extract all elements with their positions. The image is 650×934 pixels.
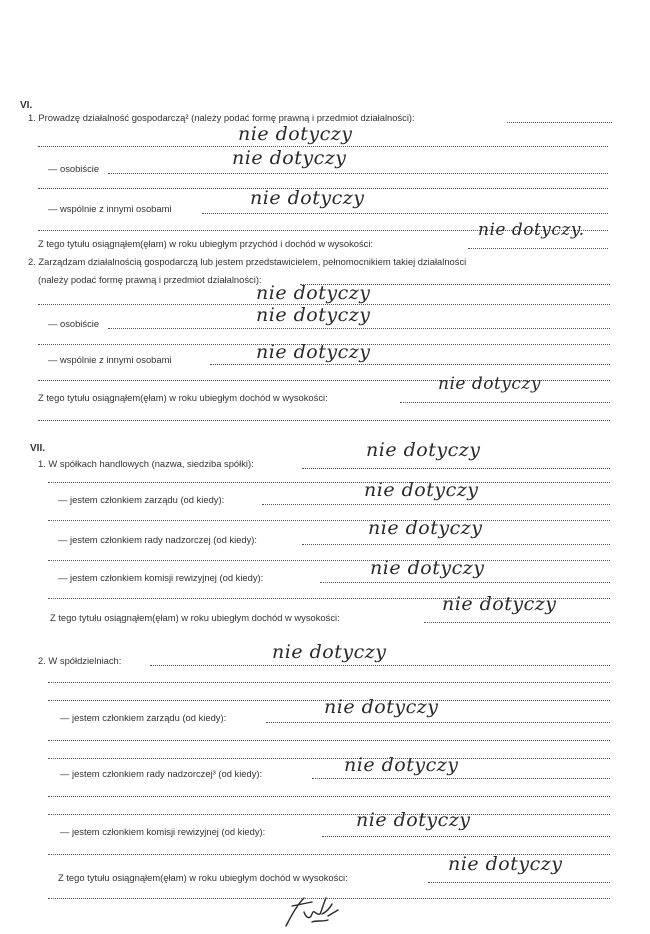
vii-q2-income-answer: nie dotyczy [448, 853, 563, 875]
vii-q1-income-answer: nie dotyczy [442, 593, 557, 615]
vi-q2-label-line1: 2. Zarządzam działalnością gospodarczą lub jestem przedstawicielem, pełnomocnikiem takiej działalności [28, 256, 467, 267]
dotted-line [48, 796, 610, 797]
vi-q2-answer-b: nie dotyczy [256, 304, 371, 326]
dotted-line [400, 402, 610, 403]
dotted-line [507, 122, 612, 123]
dotted-line [38, 420, 610, 421]
dotted-line [150, 665, 610, 666]
dotted-line [210, 364, 610, 365]
vi-q2-jointly-answer: nie dotyczy [256, 341, 371, 363]
vii-q2-audit-answer: nie dotyczy [356, 809, 471, 831]
vi-q2-label-line2: (należy podać formę prawną i przedmiot działalności): [38, 274, 262, 285]
vi-q2-jointly-label: — wspólnie z innymi osobami [48, 354, 172, 365]
dotted-line [424, 622, 610, 623]
dotted-line [202, 213, 608, 214]
vi-q1-label: 1. Prowadzę działalność gospodarczą² (należy podać formę prawną i przedmiot działalności): [28, 112, 415, 123]
signature-initials [282, 892, 344, 930]
vi-q1-income-answer: nie dotyczy. [478, 220, 585, 240]
dotted-line [108, 328, 610, 329]
vii-q1-board-label: — jestem członkiem zarządu (od kiedy): [58, 494, 225, 505]
dotted-line [468, 248, 608, 249]
dotted-line [266, 722, 610, 723]
vi-q1-personally-label: — osobiście [48, 163, 100, 174]
vi-q1-jointly-answer: nie dotyczy [250, 187, 365, 209]
vii-q2-audit-label: — jestem członkiem komisji rewizyjnej (od kiedy): [60, 826, 266, 837]
dotted-line [262, 504, 610, 505]
vii-q2-supervisory-answer: nie dotyczy [344, 754, 459, 776]
vii-q1-income-label: Z tego tytułu osiągnąłem(ęłam) w roku ubiegłym dochód w wysokości: [50, 612, 340, 623]
vi-q2-answer-a: nie dotyczy [256, 282, 371, 304]
vii-q1-supervisory-label: — jestem członkiem rady nadzorczej (od kiedy): [58, 534, 258, 545]
vi-q1-income-label: Z tego tytułu osiągnąłem(ęłam) w roku ubiegłym przychód i dochód w wysokości: [38, 238, 374, 249]
vii-q1-board-answer: nie dotyczy [364, 479, 479, 501]
vii-q1-answer: nie dotyczy [366, 439, 481, 461]
vii-q2-income-label: Z tego tytułu osiągnąłem(ęłam) w roku ubiegłym dochód w wysokości: [58, 872, 348, 883]
section-vii-heading: VII. [30, 443, 46, 454]
dotted-line [48, 814, 610, 815]
dotted-line [48, 520, 610, 521]
dotted-line [320, 582, 610, 583]
vii-q2-answer: nie dotyczy [272, 641, 387, 663]
dotted-line [428, 882, 610, 883]
vii-q1-label: 1. W spółkach handlowych (nazwa, siedziba spółki): [38, 458, 254, 469]
vi-q1-answer-b: nie dotyczy [232, 147, 347, 169]
section-vi-heading: VI. [20, 100, 33, 111]
vii-q1-audit-label: — jestem członkiem komisji rewizyjnej (od kiedy): [58, 572, 264, 583]
vi-q2-personally-label: — osobiście [48, 318, 100, 329]
vi-q1-answer-a: nie dotyczy [238, 123, 353, 145]
dotted-line [48, 560, 610, 561]
dotted-line [302, 468, 610, 469]
vi-q1-jointly-label: — wspólnie z innymi osobami [48, 203, 172, 214]
vii-q2-supervisory-label: — jestem członkiem rady nadzorczej³ (od kiedy): [60, 768, 263, 779]
dotted-line [48, 758, 610, 759]
dotted-line [48, 682, 610, 683]
vii-q2-board-answer: nie dotyczy [324, 696, 439, 718]
vii-q1-audit-answer: nie dotyczy [370, 557, 485, 579]
dotted-line [48, 482, 610, 483]
dotted-line [108, 173, 608, 174]
dotted-line [48, 740, 610, 741]
vii-q2-board-label: — jestem członkiem zarządu (od kiedy): [60, 712, 227, 723]
vii-q1-supervisory-answer: nie dotyczy [368, 517, 483, 539]
vii-q2-label: 2. W spółdzielniach: [38, 655, 122, 666]
vi-q2-income-label: Z tego tytułu osiągnąłem(ęłam) w roku ubiegłym dochód w wysokości: [38, 392, 328, 403]
dotted-line [322, 836, 610, 837]
dotted-line [312, 778, 610, 779]
dotted-line [302, 544, 610, 545]
vi-q2-income-answer: nie dotyczy [438, 374, 541, 394]
